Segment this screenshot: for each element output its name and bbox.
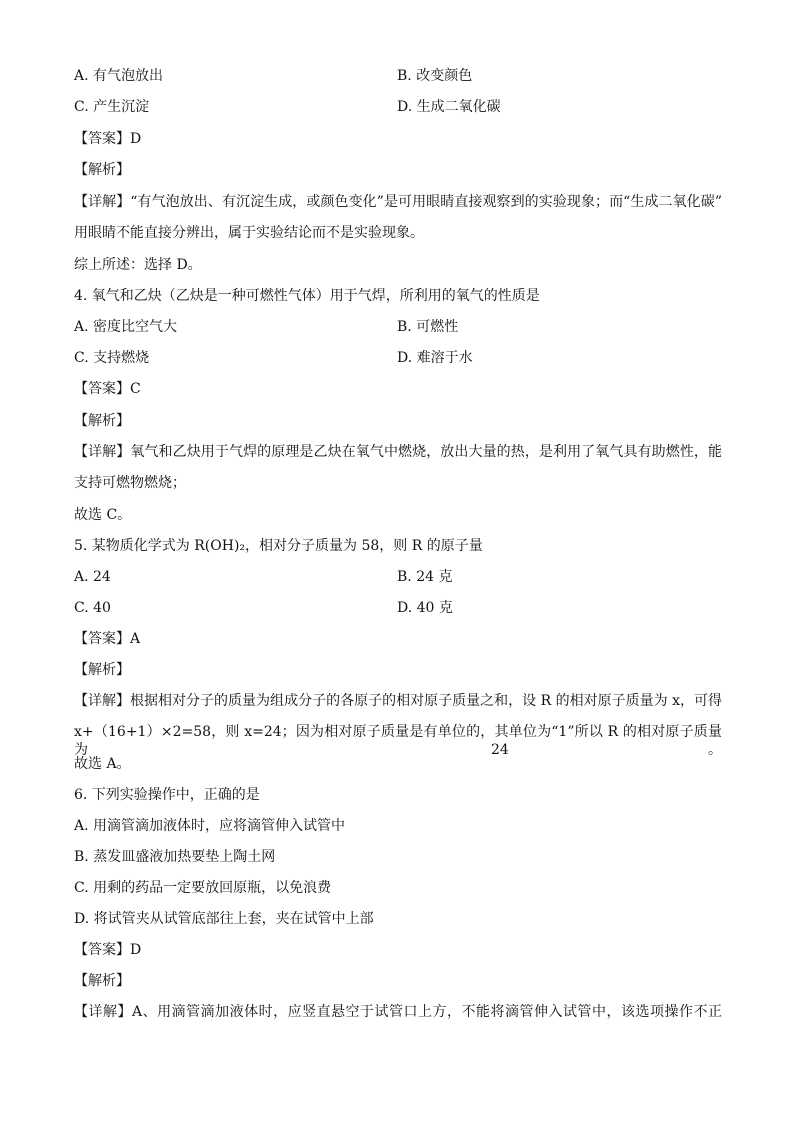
q3-analysis-heading: 【解析】	[74, 162, 130, 178]
q6-option-a: A. 用滴管滴加液体时，应将滴管伸入试管中	[74, 818, 346, 834]
q3-option-c: C. 产生沉淀	[74, 99, 150, 115]
q3-detail-line-1: 【详解】“有气泡放出、有沉淀生成，或颜色变化”是可用眼睛直接观察到的实验现象；而“生成二氧化碳”	[74, 194, 722, 210]
q4-analysis-heading: 【解析】	[74, 413, 130, 429]
q5-option-a: A. 24	[74, 569, 111, 585]
q5-detail-line-1: 【详解】根据相对分子的质量为组成分子的各原子的相对原子质量之和，设 R 的相对原子质量为 x，可得	[74, 693, 722, 709]
q5-answer: 【答案】A	[74, 631, 141, 647]
q5-conclusion: 故选 A。	[74, 756, 131, 772]
q6-option-c: C. 用剩的药品一定要放回原瓶，以免浪费	[74, 880, 332, 896]
q4-answer: 【答案】C	[74, 381, 141, 397]
q6-detail-line-1: 【详解】A、用滴管滴加液体时，应竖直悬空于试管口上方，不能将滴管伸入试管中，该选项操作不正	[74, 1004, 722, 1020]
q4-option-c: C. 支持燃烧	[74, 350, 150, 366]
q3-option-d: D. 生成二氧化碳	[397, 99, 501, 115]
q4-conclusion: 故选 C。	[74, 507, 132, 523]
q5-option-c: C. 40	[74, 600, 111, 616]
q6-stem: 6. 下列实验操作中，正确的是	[74, 787, 260, 803]
q5-stem: 5. 某物质化学式为 R(OH)₂，相对分子质量为 58，则 R 的原子量	[74, 538, 483, 554]
q5-option-d: D. 40 克	[397, 600, 453, 616]
q4-detail-line-1: 【详解】氧气和乙炔用于气焊的原理是乙炔在氧气中燃烧，放出大量的热，是利用了氧气具有助燃性，能	[74, 444, 722, 460]
q6-option-d: D. 将试管夹从试管底部往上套，夹在试管中上部	[74, 911, 374, 927]
q3-option-b: B. 改变颜色	[397, 68, 473, 84]
q5-option-b: B. 24 克	[397, 569, 453, 585]
q4-stem: 4. 氧气和乙炔（乙炔是一种可燃性气体）用于气焊，所利用的氧气的性质是	[74, 288, 540, 304]
q3-answer: 【答案】D	[74, 131, 142, 147]
q4-option-d: D. 难溶于水	[397, 350, 473, 366]
q4-detail-line-2: 支持可燃物燃烧；	[74, 475, 186, 491]
q6-option-b: B. 蒸发皿盛液加热要垫上陶土网	[74, 849, 276, 865]
q3-option-a: A. 有气泡放出	[74, 68, 164, 84]
q3-detail-line-2: 用眼睛不能直接分辨出，属于实验结论而不是实验现象。	[74, 225, 424, 241]
q5-analysis-heading: 【解析】	[74, 662, 130, 678]
q5-detail-line-2: x+（16+1）×2=58，则 x=24；因为相对原子质量是有单位的，其单位为“1”所以 R 的相对原子质量为 24。	[74, 724, 722, 758]
q3-conclusion: 综上所述：选择 D。	[74, 257, 202, 273]
q6-answer: 【答案】D	[74, 942, 142, 958]
q4-option-b: B. 可燃性	[397, 319, 459, 335]
q4-option-a: A. 密度比空气大	[74, 319, 178, 335]
q6-analysis-heading: 【解析】	[74, 973, 130, 989]
